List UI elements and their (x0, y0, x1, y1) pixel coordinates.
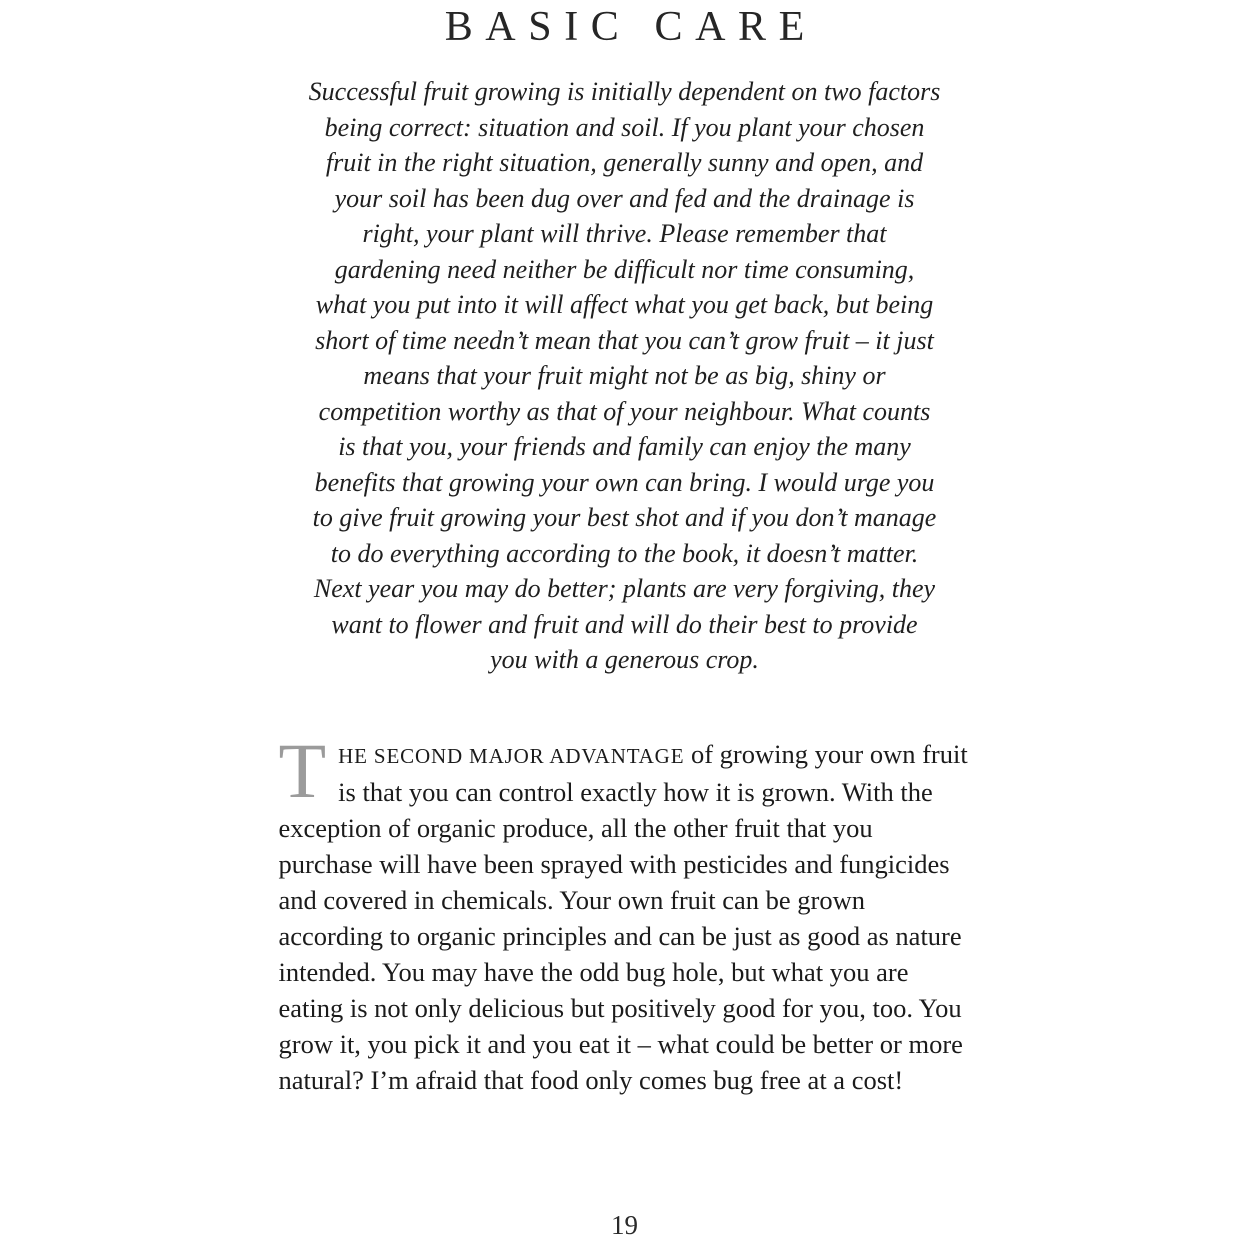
text-line: want to flower and fruit and will do their best to provide (331, 609, 918, 639)
text-line: gardening need neither be difficult nor time consuming, (334, 254, 915, 284)
dropcap-letter: T (278, 726, 327, 814)
page-title: BASIC CARE (444, 4, 817, 50)
text-line: your soil has been dug over and fed and the drainage is (334, 183, 915, 213)
body-text: of growing your own fruit is that you can control exactly how it is grown. With the exception of organic produce, all the other fruit that you purchase will have been sprayed with pesticides and fungicides and covered in chemicals. Your own fruit can be grown according to organic principles and can be just as good as nature intended. You may have the odd bug hole, but what you are eating is not only delicious but positively good for you, too. You grow it, you pick it and you eat it – what could be better or more natural? I’m afraid that food only comes bug free at a cost! (278, 738, 968, 1095)
text-line: being correct: situation and soil. If you plant your chosen (324, 112, 925, 142)
intro-paragraph (0, 74, 1249, 678)
text-line: you with a generous crop. (490, 645, 759, 675)
page-number: 19 (611, 1210, 638, 1240)
smallcaps-lead: HE SECOND MAJOR ADVANTAGE (338, 743, 685, 768)
text-line: competition worthy as that of your neighbour. What counts (318, 396, 931, 426)
text-line: to give fruit growing your best shot and if you don’t manage (312, 503, 937, 533)
text-line: what you put into it will affect what you get back, but being (315, 290, 934, 320)
text-line: to do everything according to the book, it doesn’t matter. (330, 538, 919, 568)
text-line: Successful fruit growing is initially dependent on two factors (308, 77, 941, 107)
text-line: short of time needn’t mean that you can’t grow fruit – it just (315, 325, 934, 355)
text-line: is that you, your friends and family can enjoy the many (338, 432, 911, 462)
text-line: Next year you may do better; plants are very forgiving, they (313, 574, 936, 604)
text-line: right, your plant will thrive. Please remember that (362, 219, 887, 249)
text-line: benefits that growing your own can bring. I would urge you (314, 467, 935, 497)
text-line: means that your fruit might not be as big, shiny or (363, 361, 886, 391)
body-paragraph (278, 726, 971, 1098)
text-line: fruit in the right situation, generally sunny and open, and (325, 148, 924, 178)
